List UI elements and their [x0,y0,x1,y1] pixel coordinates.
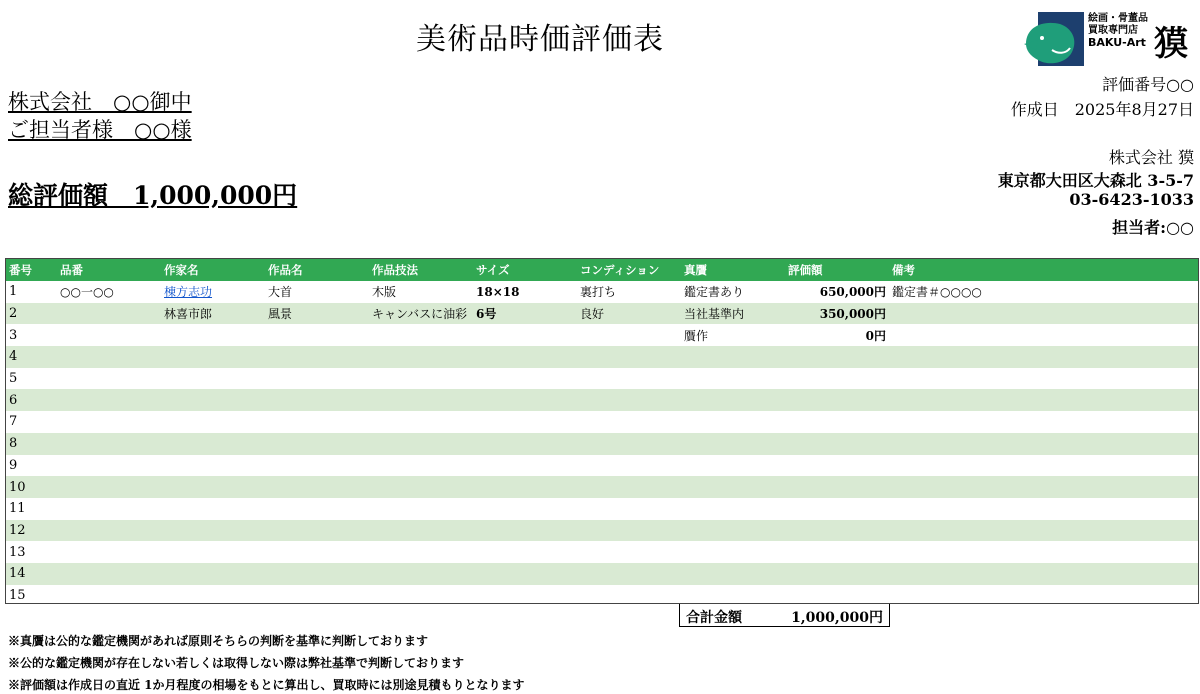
cell-remarks [889,433,1198,455]
cell-size: 6号 [476,307,497,322]
sum-value: 1,000,000円 [791,610,883,626]
cell-technique [369,368,473,390]
cell-work: 風景 [268,307,293,322]
cell-no: 7 [9,414,18,430]
cell-authenticity [681,520,785,542]
cell-item-no [57,585,161,604]
cell-remarks: 鑑定書＃○○○○ [892,285,982,300]
cell-condition [577,455,681,477]
cell-artist [161,389,265,411]
cell-item-no [57,411,161,433]
cell-value [785,368,889,390]
cell-authenticity [681,563,785,585]
cell-remarks [889,563,1198,585]
cell-condition: 良好 [580,307,605,322]
cell-value [785,433,889,455]
sum-label: 合計金額 [686,610,742,626]
cell-technique: 木版 [372,285,397,300]
cell-item-no [57,303,161,325]
cell-technique [369,498,473,520]
cell-value [785,498,889,520]
col-header-number: 番号 [9,263,32,277]
col-header-artist: 作家名 [164,263,199,277]
cell-authenticity [681,389,785,411]
cell-work [265,585,369,604]
cell-value: 0円 [865,328,886,343]
logo-line2: 買取専門店 [1088,25,1138,36]
cell-condition [577,563,681,585]
col-header-remarks: 備考 [892,263,915,277]
cell-authenticity [681,411,785,433]
table-row [6,346,1198,368]
company-logo [1022,10,1194,68]
cell-remarks [889,411,1198,433]
cell-artist [161,346,265,368]
cell-technique [369,563,473,585]
cell-no: 15 [9,587,26,603]
table-row [6,303,1198,325]
cell-condition [577,324,681,346]
cell-value [785,585,889,604]
cell-value [785,563,889,585]
cell-no: 9 [9,457,18,473]
cell-remarks [889,498,1198,520]
cell-technique [369,476,473,498]
cell-size [473,433,577,455]
cell-condition [577,520,681,542]
cell-artist [161,585,265,604]
col-header-authenticity: 真贋 [684,263,707,277]
cell-technique [369,455,473,477]
cell-work [265,563,369,585]
cell-authenticity [681,476,785,498]
table-row [6,433,1198,455]
cell-artist [161,563,265,585]
logo-kanji: 獏 [1154,24,1188,64]
cell-item-no [57,498,161,520]
cell-authenticity [681,433,785,455]
cell-no: 11 [9,501,26,517]
cell-condition [577,411,681,433]
cell-size [473,520,577,542]
cell-value [785,455,889,477]
cell-item-no [57,368,161,390]
cell-condition [577,346,681,368]
cell-no: 4 [9,349,18,365]
cell-item-no: ○○一○○ [60,285,114,300]
cell-condition [577,585,681,604]
logo-line1: 絵画・骨董品 [1088,13,1148,24]
cell-no: 5 [9,371,18,387]
table-row [6,324,1198,346]
table-row [6,281,1198,303]
table-row [6,520,1198,542]
cell-artist [161,411,265,433]
cell-no: 8 [9,436,18,452]
cell-condition [577,433,681,455]
cell-authenticity [681,585,785,604]
cell-technique: キャンバスに油彩 [372,307,468,322]
cell-size [473,541,577,563]
cell-no: 3 [9,327,18,343]
cell-artist [161,541,265,563]
cell-technique [369,541,473,563]
cell-value [785,541,889,563]
cell-remarks [889,541,1198,563]
logo-line3: BAKU-Art [1088,36,1146,49]
cell-technique [369,520,473,542]
cell-artist [161,476,265,498]
issuer-company: 株式会社 獏 [1108,148,1194,167]
cell-item-no [57,346,161,368]
cell-work [265,346,369,368]
note-1: ※真贋は公的な鑑定機関があれば原則そちらの判断を基準に判断しております [8,634,429,648]
cell-work [265,411,369,433]
cell-remarks [889,324,1198,346]
cell-remarks [889,303,1198,325]
cell-technique [369,389,473,411]
valuation-table [5,258,1199,604]
cell-remarks [889,368,1198,390]
cell-work [265,498,369,520]
cell-item-no [57,324,161,346]
cell-value: 350,000円 [819,307,886,322]
table-row [6,411,1198,433]
cell-remarks [889,389,1198,411]
table-row [6,455,1198,477]
cell-technique [369,346,473,368]
cell-value [785,346,889,368]
cell-authenticity [681,368,785,390]
col-header-condition: コンディション [580,263,660,277]
note-2: ※公的な鑑定機関が存在しない若しくは取得しない際は弊社基準で判断しております [8,656,465,670]
cell-condition [577,541,681,563]
addressee-person: ご担当者様 ○○様 [8,118,192,142]
logo-mark-icon [1022,10,1086,68]
cell-size [473,455,577,477]
cell-artist [161,433,265,455]
cell-item-no [57,476,161,498]
table-row [6,563,1198,585]
cell-authenticity: 当社基準内 [684,307,745,322]
cell-size [473,389,577,411]
cell-condition [577,389,681,411]
cell-remarks [889,346,1198,368]
cell-item-no [57,563,161,585]
eval-number: 評価番号○○ [1102,75,1194,94]
table-header-row [6,259,1198,281]
cell-item-no [57,520,161,542]
cell-size [473,498,577,520]
cell-artist [161,368,265,390]
issuer-phone: 03-6423-1033 [1069,190,1194,209]
cell-no: 2 [9,306,18,322]
table-row [6,368,1198,390]
issuer-contact: 担当者:○○ [1112,218,1194,237]
cell-size [473,368,577,390]
table-row [6,389,1198,411]
total-valuation: 総評価額 1,000,000円 [8,181,298,210]
cell-value [785,476,889,498]
cell-artist: 林喜市郎 [164,307,213,322]
col-header-item-no: 品番 [60,263,83,277]
addressee-company: 株式会社 ○○御中 [8,90,192,114]
cell-condition [577,368,681,390]
cell-size [473,585,577,604]
cell-technique [369,433,473,455]
creation-date: 作成日 2025年8月27日 [1010,100,1194,119]
cell-value [785,389,889,411]
cell-no: 6 [9,392,18,408]
cell-size [473,324,577,346]
sum-box [679,604,890,627]
col-header-work: 作品名 [268,263,303,277]
cell-no: 1 [9,284,18,300]
table-row [6,585,1198,604]
cell-condition: 裏打ち [580,285,617,300]
cell-work [265,433,369,455]
cell-authenticity: 贋作 [684,328,709,343]
cell-work [265,389,369,411]
cell-work [265,541,369,563]
cell-authenticity [681,498,785,520]
cell-condition [577,498,681,520]
issuer-address: 東京都大田区大森北 3-5-7 [997,171,1194,190]
cell-work [265,368,369,390]
cell-size [473,563,577,585]
cell-value: 650,000円 [819,285,886,300]
cell-size [473,476,577,498]
cell-item-no [57,433,161,455]
note-3: ※評価額は作成日の直近 1か月程度の相場をもとに算出し、買取時には別途見積もりとなります [8,678,525,692]
cell-condition [577,476,681,498]
cell-no: 14 [9,566,26,582]
cell-artist [161,324,265,346]
cell-value [785,411,889,433]
cell-size: 18×18 [476,284,520,299]
table-row [6,498,1198,520]
cell-work [265,476,369,498]
cell-work [265,520,369,542]
cell-technique [369,411,473,433]
cell-item-no [57,541,161,563]
cell-remarks [889,476,1198,498]
cell-remarks [889,585,1198,604]
cell-value [785,520,889,542]
cell-authenticity [681,346,785,368]
cell-no: 13 [9,544,26,560]
cell-artist [161,520,265,542]
cell-work [265,455,369,477]
cell-no: 12 [9,522,26,538]
cell-item-no [57,455,161,477]
cell-item-no [57,389,161,411]
cell-technique [369,324,473,346]
cell-artist [161,455,265,477]
cell-authenticity: 鑑定書あり [684,285,745,300]
cell-artist[interactable]: 棟方志功 [164,285,213,300]
cell-work: 大首 [268,285,293,300]
cell-size [473,346,577,368]
col-header-value: 評価額 [788,263,823,277]
table-row [6,541,1198,563]
cell-technique [369,585,473,604]
page-title: 美術品時価評価表 [416,22,664,57]
col-header-size: サイズ [476,263,510,277]
cell-work [265,324,369,346]
table-row [6,476,1198,498]
cell-size [473,411,577,433]
col-header-technique: 作品技法 [372,263,418,277]
cell-authenticity [681,541,785,563]
cell-authenticity [681,455,785,477]
cell-artist [161,498,265,520]
cell-remarks [889,520,1198,542]
cell-remarks [889,455,1198,477]
cell-no: 10 [9,479,26,495]
